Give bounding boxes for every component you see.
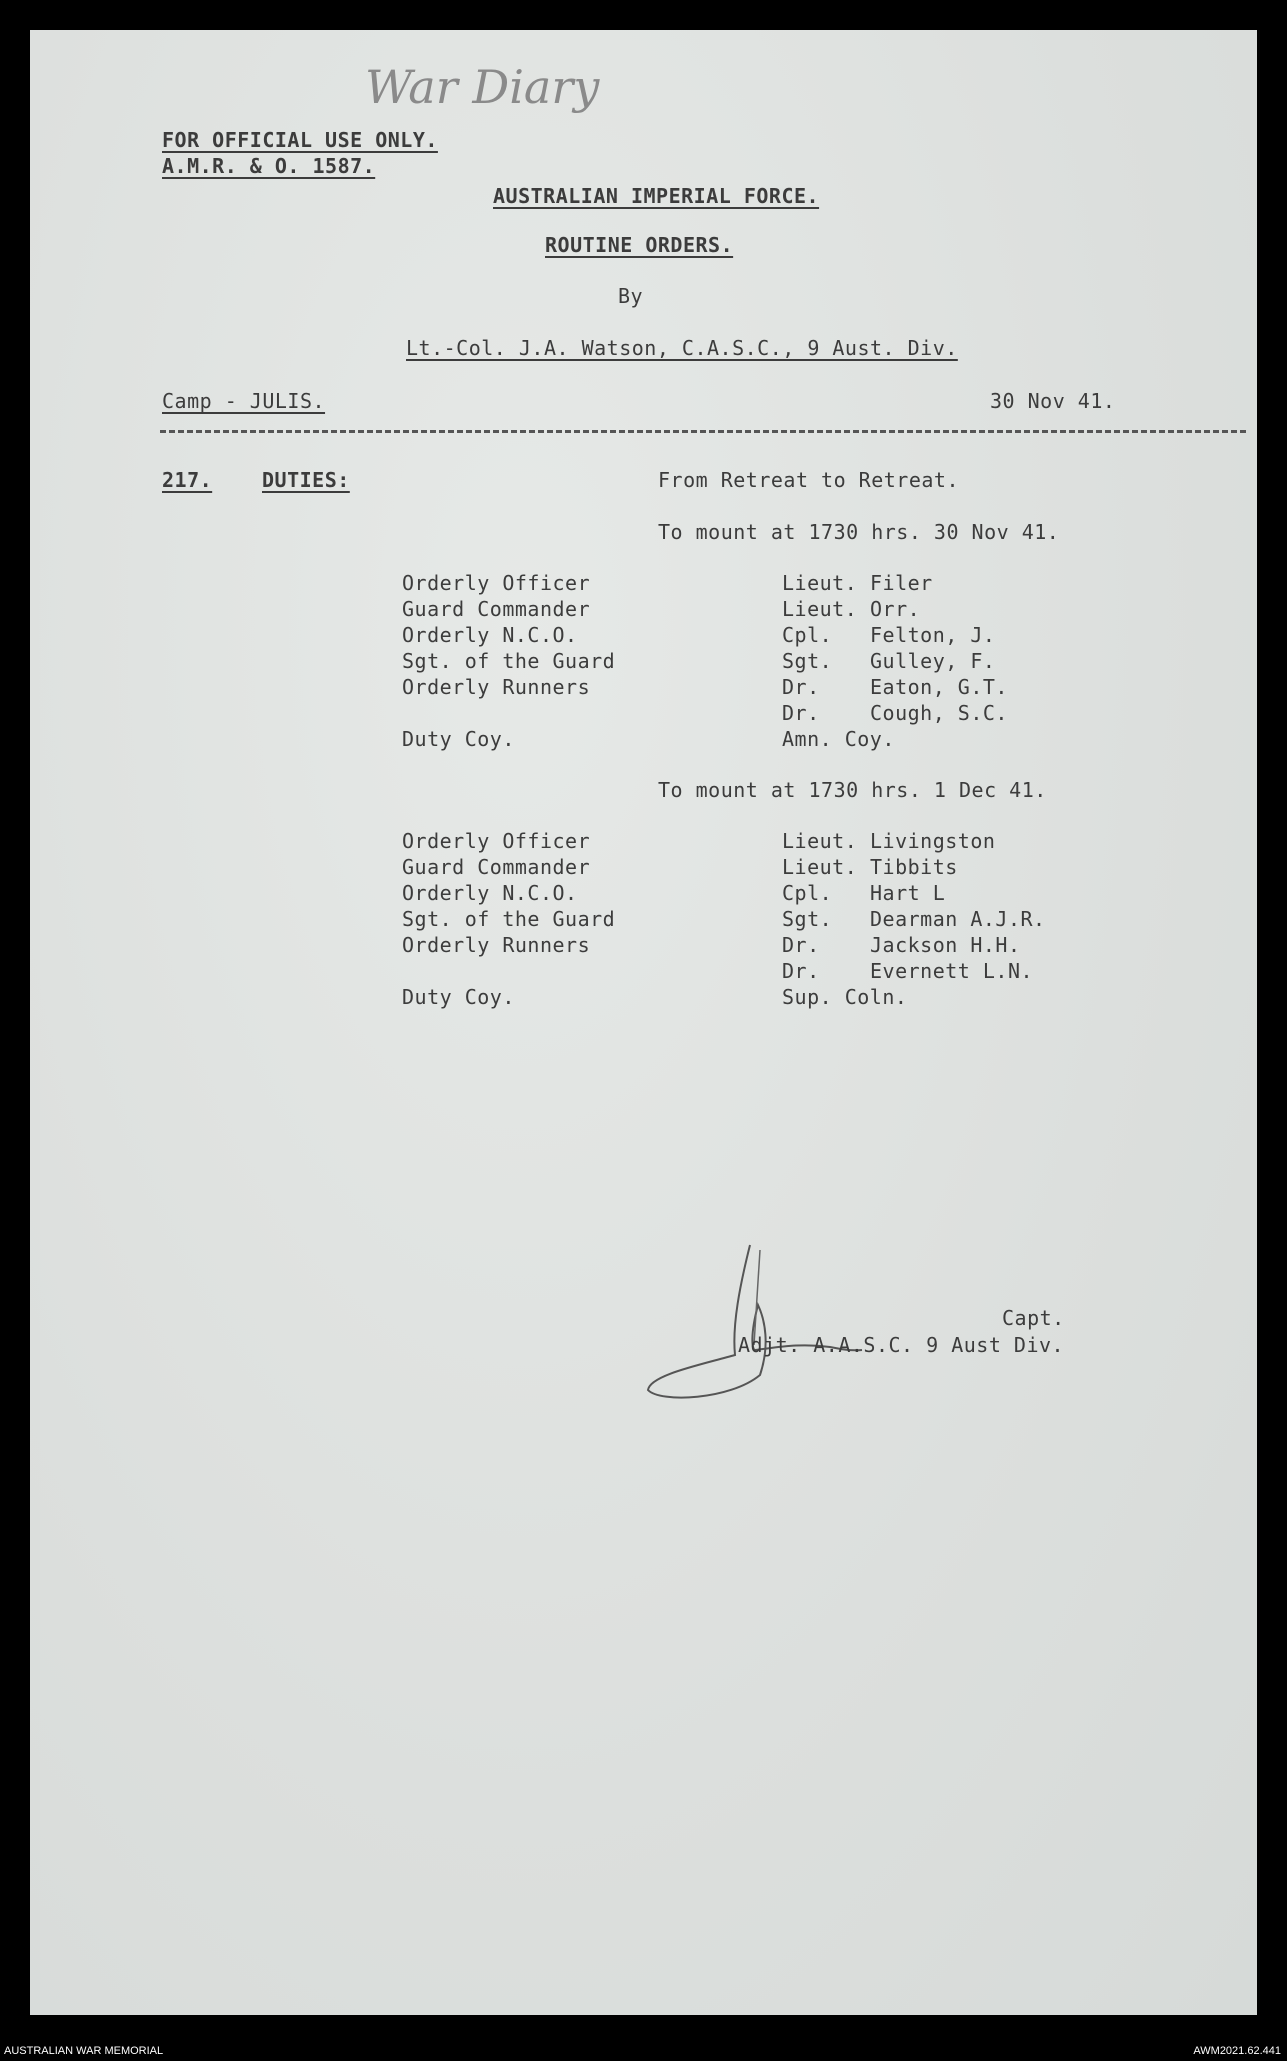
- duty-rank: Dr.: [782, 701, 820, 725]
- duty-rank: Dr.: [782, 959, 820, 983]
- duty-title: Orderly Runners: [402, 675, 591, 699]
- duty-title: Orderly Officer: [402, 829, 591, 853]
- duty-rank: Lieut.: [782, 829, 858, 853]
- handwritten-annotation: War Diary: [365, 60, 600, 114]
- duty-title: Orderly N.C.O.: [402, 881, 578, 905]
- order-number: 217.: [162, 468, 213, 492]
- document-page: [30, 30, 1257, 2015]
- duty-title: Sgt. of the Guard: [402, 649, 616, 673]
- duty-rank: Lieut.: [782, 597, 858, 621]
- duty-name: Gulley, F.: [870, 649, 996, 673]
- duty-title: Orderly Runners: [402, 933, 591, 957]
- duty-title: Guard Commander: [402, 597, 591, 621]
- duty-rank: Dr.: [782, 933, 820, 957]
- duty-rank: Amn. Coy.: [782, 727, 895, 751]
- duty-name: Eaton, G.T.: [870, 675, 1008, 699]
- duty-name: Livingston: [870, 829, 996, 853]
- duty-name: Felton, J.: [870, 623, 996, 647]
- order-date: 30 Nov 41.: [990, 389, 1116, 413]
- mount-time: To mount at 1730 hrs. 1 Dec 41.: [658, 778, 1047, 802]
- duty-rank: Dr.: [782, 675, 820, 699]
- issuing-authority: Lt.-Col. J.A. Watson, C.A.S.C., 9 Aust. Div.: [406, 336, 958, 360]
- document-title: AUSTRALIAN IMPERIAL FORCE.: [493, 184, 820, 208]
- duty-rank: Sup. Coln.: [782, 985, 908, 1009]
- signature-mark: [640, 1225, 900, 1425]
- camp-name: Camp - JULIS.: [162, 389, 326, 413]
- document-subtitle: ROUTINE ORDERS.: [545, 233, 734, 257]
- duty-rank: Lieut.: [782, 571, 858, 595]
- mount-time: To mount at 1730 hrs. 30 Nov 41.: [658, 520, 1060, 544]
- order-reference: A.M.R. & O. 1587.: [162, 154, 376, 178]
- duty-title: Duty Coy.: [402, 727, 515, 751]
- duty-title: Guard Commander: [402, 855, 591, 879]
- duty-name: Filer: [870, 571, 933, 595]
- duty-period: From Retreat to Retreat.: [658, 468, 959, 492]
- archive-reference: AWM2021.62.441: [1193, 2045, 1281, 2057]
- by-line: By: [618, 284, 644, 308]
- duty-name: Evernett L.N.: [870, 959, 1034, 983]
- duty-name: Tibbits: [870, 855, 958, 879]
- duty-title: Duty Coy.: [402, 985, 515, 1009]
- duty-rank: Sgt.: [782, 907, 833, 931]
- official-use-notice: FOR OFFICIAL USE ONLY.: [162, 128, 438, 152]
- duty-rank: Cpl.: [782, 623, 833, 647]
- duty-name: Hart L: [870, 881, 946, 905]
- duty-rank: Sgt.: [782, 649, 833, 673]
- duty-name: Orr.: [870, 597, 921, 621]
- duty-name: Jackson H.H.: [870, 933, 1021, 957]
- duty-title: Orderly Officer: [402, 571, 591, 595]
- duty-title: Orderly N.C.O.: [402, 623, 578, 647]
- signatory-rank: Capt.: [1002, 1306, 1065, 1330]
- duty-name: Dearman A.J.R.: [870, 907, 1046, 931]
- duty-name: Cough, S.C.: [870, 701, 1008, 725]
- duty-title: Sgt. of the Guard: [402, 907, 616, 931]
- duty-rank: Lieut.: [782, 855, 858, 879]
- separator-rule: [160, 430, 1246, 433]
- archive-credit: AUSTRALIAN WAR MEMORIAL: [4, 2045, 164, 2057]
- signatory-appointment: Adjt. A.A.S.C. 9 Aust Div.: [738, 1333, 1065, 1357]
- duty-rank: Cpl.: [782, 881, 833, 905]
- order-heading: DUTIES:: [262, 468, 350, 492]
